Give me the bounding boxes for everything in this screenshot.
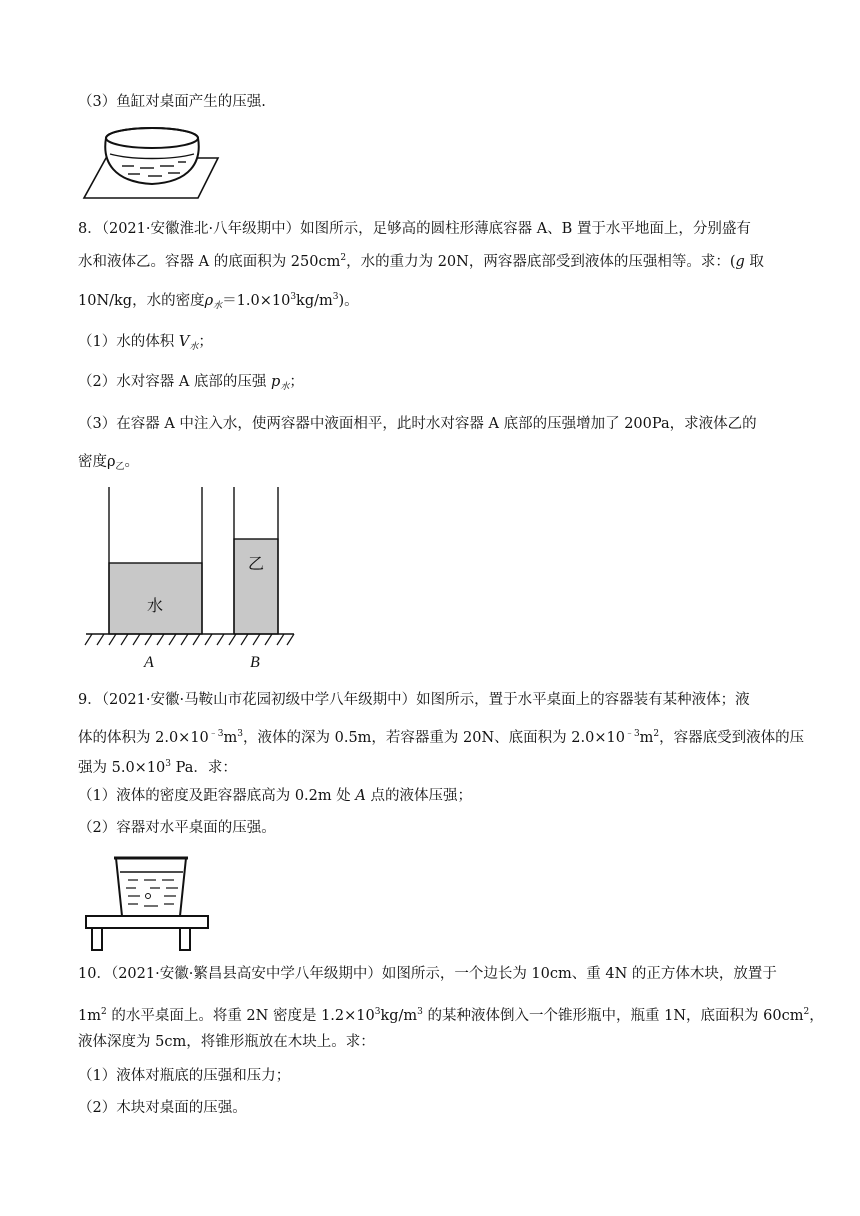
q8-p3-sub: 乙 <box>115 462 125 472</box>
q8-part-1 <box>78 332 213 357</box>
q8-g-symbol: g <box>735 254 745 270</box>
q8-text-3d: )。 <box>338 293 359 309</box>
q8-text-1: 8．（2021·安徽淮北·八年级期中）如图所示，足够高的圆柱形薄底容器 A、B 置于水平地面上，分别盛有 <box>78 221 751 237</box>
q10-text-3: 液体深度为 5cm，将锥形瓶放在木块上。求： <box>78 1034 375 1050</box>
q8-part-3-line-1 <box>78 414 757 434</box>
q8-text-3a: 10N/kg，水的密度 <box>78 293 205 309</box>
q8-text-2b: ，水的重力为 20N，两容器底部受到液体的压强相等。求：( <box>346 254 736 270</box>
q9-part-2 <box>78 818 276 838</box>
q10-line-1 <box>78 964 777 984</box>
q10-sup-4: 2 <box>803 1007 810 1017</box>
q8-text-3c: kg/m <box>296 293 333 309</box>
q8-text-2c: 取 <box>744 254 764 270</box>
q8-p1-sub: 水 <box>189 342 199 352</box>
q8-p3-text-2: 密度ρ <box>78 454 116 470</box>
q10-text-2d: 的某种液体倒入一个锥形瓶中，瓶重 1N，底面积为 60cm <box>422 1008 804 1024</box>
q9-part-1 <box>78 786 472 806</box>
ground-hatching <box>85 634 294 645</box>
q9-sup-1: ﹣3 <box>208 729 224 739</box>
q8-p2-sub: 水 <box>280 382 290 392</box>
q10-text-2a: 1m <box>78 1008 101 1024</box>
q8-p1-text: （1）水的体积 <box>78 334 179 350</box>
q8-rho-sub: 水 <box>213 301 223 311</box>
q8-line-1 <box>78 219 751 239</box>
table-leg-right <box>180 928 190 950</box>
table-leg-left <box>92 928 102 950</box>
q10-sup-3: 3 <box>417 1007 423 1017</box>
label-b: B <box>250 654 260 671</box>
q8-rho-symbol: ρ <box>204 293 214 309</box>
q10-p2-text: （2）木块对桌面的压强。 <box>78 1100 247 1116</box>
q9-sup-2: 3 <box>237 729 243 739</box>
label-a: A <box>144 654 154 671</box>
q8-text-2a: 水和液体乙。容器 A 的底面积为 250cm <box>78 254 341 270</box>
q9-text-2c: ，液体的深为 0.5m，若容器重为 20N、底面积为 2.0×10 <box>243 730 625 746</box>
q9-p2-text: （2）容器对水平桌面的压强。 <box>78 820 276 836</box>
label-yi: 乙 <box>248 554 265 573</box>
q8-sup-3b: 3 <box>332 292 339 302</box>
fish-tank-figure <box>82 122 222 202</box>
q9-p1-text: （1）液体的密度及距容器底高为 0.2m 处 <box>78 788 356 804</box>
q9-text-2a: 体的体积为 2.0×10 <box>78 730 209 746</box>
q10-sup-1: 2 <box>100 1007 107 1017</box>
q8-sup-3: 3 <box>290 292 297 302</box>
container-on-table-figure <box>84 854 214 954</box>
q10-text-1: 10．（2021·安徽·繁昌县高安中学八年级期中）如图所示，一个边长为 10cm、重 4N 的正方体木块，放置于 <box>78 966 777 982</box>
q8-part-3-line-2 <box>78 452 139 477</box>
q8-line-2 <box>78 248 764 272</box>
q9-p1-a: A <box>355 788 366 804</box>
prev-question-part-3 <box>78 92 266 112</box>
cup-body <box>116 858 186 916</box>
q8-p1-v: V <box>178 334 190 350</box>
q9-text-3a: 强为 5.0×10 <box>78 760 166 776</box>
q9-text-3b: Pa．求： <box>171 760 237 776</box>
q9-sup-5: 3 <box>165 759 172 769</box>
q8-p2-p: p <box>271 374 281 390</box>
q9-text-2d: m <box>639 730 654 746</box>
q10-sup-2: 3 <box>374 1007 381 1017</box>
q9-text-1: 9．（2021·安徽·马鞍山市花园初级中学八年级期中）如图所示，置于水平桌面上的容器装有某种液体；液 <box>78 692 750 708</box>
q8-part-2 <box>78 372 304 397</box>
q10-text-2e: ， <box>809 1008 824 1024</box>
prev-part-3-text: （3）鱼缸对桌面产生的压强. <box>78 94 266 110</box>
q9-line-1 <box>78 690 750 710</box>
q10-part-2 <box>78 1098 247 1118</box>
q10-part-1 <box>78 1066 290 1086</box>
q8-p2-end: ； <box>289 374 304 390</box>
q8-text-3b: ＝1.0×10 <box>222 293 291 309</box>
q9-sup-3: ﹣3 <box>624 729 640 739</box>
q9-p1-end: 点的液体压强； <box>365 788 472 804</box>
q8-p3-text-1: （3）在容器 A 中注入水，使两容器中液面相平，此时水对容器 A 底部的压强增加了 200Pa，求液体乙的 <box>78 416 757 432</box>
q10-text-2c: kg/m <box>380 1008 418 1024</box>
q10-p1-text: （1）液体对瓶底的压强和压力； <box>78 1068 291 1084</box>
q9-text-2b: m <box>223 730 238 746</box>
q10-line-3 <box>78 1032 375 1052</box>
q8-p2-text: （2）水对容器 A 底部的压强 <box>78 374 272 390</box>
table-top <box>86 916 208 928</box>
label-water: 水 <box>147 596 164 615</box>
q9-text-2e: ，容器底受到液体的压 <box>659 730 805 746</box>
q8-p3-end: 。 <box>124 454 140 470</box>
q9-sup-4: 2 <box>653 729 660 739</box>
q8-sup: 2 <box>340 253 347 263</box>
q8-p1-end: ； <box>198 334 213 350</box>
q8-line-3 <box>78 287 359 316</box>
q9-line-3 <box>78 754 237 778</box>
containers-figure <box>82 487 302 672</box>
q10-line-2 <box>78 1002 824 1026</box>
q10-text-2b: 的水平桌面上。将重 2N 密度是 1.2×10 <box>106 1008 375 1024</box>
q9-line-2 <box>78 724 804 748</box>
